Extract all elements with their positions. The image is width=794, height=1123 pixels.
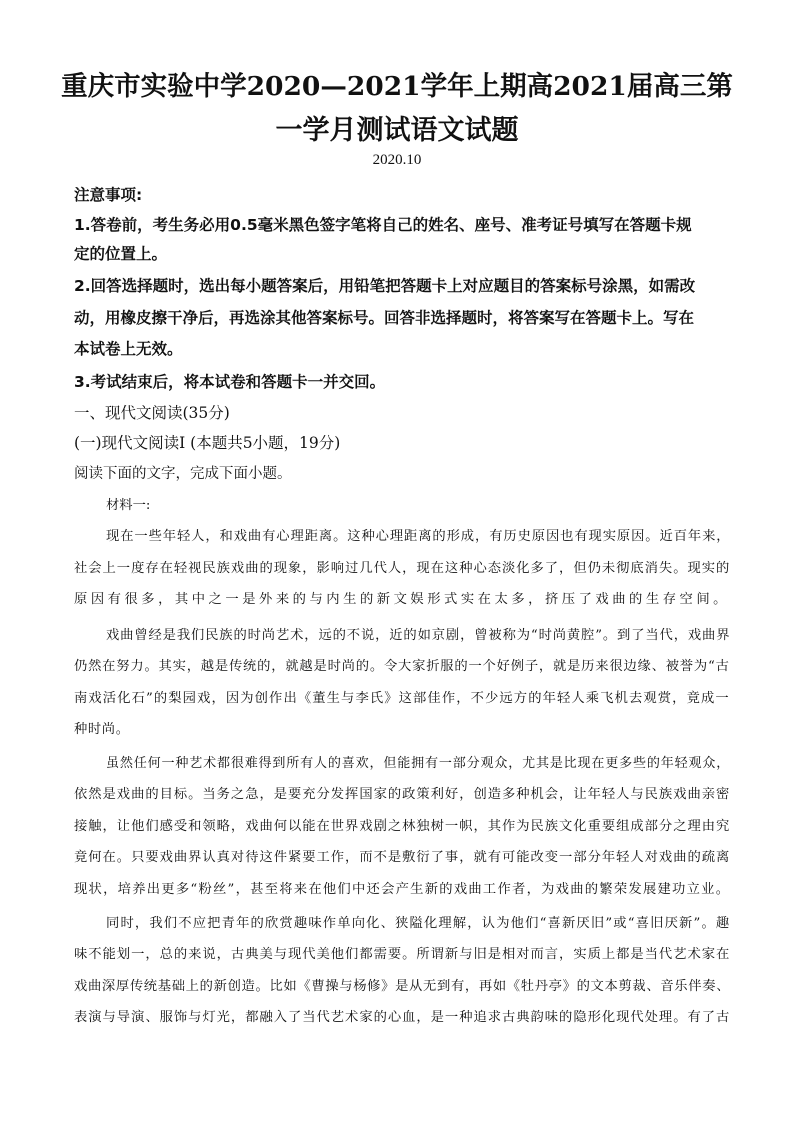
paragraph-line: 仍然在努力。其实，越是传统的，就越是时尚的。令大家折服的一个好例子，就是历来很边缘、被誉为“古 (74, 659, 730, 674)
paragraph-line: 接触，让他们感受和领略，戏曲何以能在世界戏剧之林独树一帜，其作为民族文化重要组成部分之理由究 (74, 819, 731, 834)
reading-instruction: 阅读下面的文字，完成下面小题。 (74, 466, 292, 482)
notice-line: 定的位置上。 (74, 245, 168, 263)
paragraph-line: 现状，培养出更多“粉丝”，甚至将来在他们中还会产生新的戏曲工作者，为戏曲的繁荣发展建功立业。 (74, 882, 731, 897)
notice-heading: 注意事项: (74, 186, 143, 204)
notice-line: 动，用橡皮擦干净后，再选涂其他答案标号。回答非选择题时，将答案写在答题卡上。写在 (74, 309, 695, 327)
notice-line: 1.答卷前，考生务必用0.5毫米黑色签字笔将自己的姓名、座号、准考证号填写在答题卡规 (74, 216, 692, 234)
notice-line: 2.回答选择题时，选出每小题答案后，用铅笔把答题卡上对应题目的答案标号涂黑，如需改 (74, 277, 696, 295)
section-heading: 一、现代文阅读(35分) (74, 404, 230, 422)
paragraph-line: 表演与导演、服饰与灯光，都融入了当代艺术家的心血，是一种追求古典韵味的隐形化现代处理。有了古 (74, 1010, 731, 1025)
paragraph-line: 同时，我们不应把青年的欣赏趣味作单向化、狭隘化理解，认为他们“喜新厌旧”或“喜旧厌新”。趣 (106, 916, 731, 931)
paragraph-line: 现在一些年轻人，和戏曲有心理距离。这种心理距离的形成，有历史原因也有现实原因。近百年来， (106, 529, 731, 544)
subsection-heading: (一)现代文阅读Ⅰ (本题共5小题，19分) (74, 434, 341, 452)
paragraph-line: 竟何在。只要戏曲界认真对待这件紧要工作，而不是敷衍了事，就有可能改变一部分年轻人对戏曲的疏离 (74, 850, 731, 865)
exam-title-line-2: 一学月测试语文试题 (275, 115, 519, 146)
paragraph-line: 依然是戏曲的目标。当务之急，是要充分发挥国家的政策利好，创造多种机会，让年轻人与民族戏曲亲密 (74, 787, 731, 802)
exam-date: 2020.10 (372, 152, 422, 168)
notice-line: 3.考试结束后，将本试卷和答题卡一并交回。 (74, 373, 386, 391)
notice-line: 本试卷上无效。 (74, 340, 183, 358)
paragraph-line: 味不能划一，总的来说，古典美与现代美他们都需要。所谓新与旧是相对而言，实质上都是当代艺术家在 (74, 947, 731, 962)
paragraph-line: 南戏活化石”的梨园戏，因为创作出《董生与李氏》这部佳作，不少远方的年轻人乘飞机去观赏，竟成一 (74, 691, 730, 706)
paragraph-line: 社会上一度存在轻视民族戏曲的现象，影响过几代人，现在这种心态淡化多了，但仍未彻底消失。现实的 (74, 561, 731, 576)
paragraph-line: 虽然任何一种艺术都很难得到所有人的喜欢，但能拥有一部分观众，尤其是比现在更多些的年轻观众， (106, 756, 731, 771)
paragraph-line: 原因有很多，其中之一是外来的与内生的新文娱形式实在太多，挤压了戏曲的生存空间。 (74, 592, 730, 607)
material-label: 材料一: (106, 498, 151, 513)
paragraph-line: 种时尚。 (74, 722, 130, 737)
paragraph-line: 戏曲曾经是我们民族的时尚艺术，远的不说，近的如京剧，曾被称为“时尚黄腔”。到了当代，戏曲界 (106, 628, 731, 643)
paragraph-line: 戏曲深厚传统基础上的新创造。比如《曹操与杨修》是从无到有，再如《牡丹亭》的文本剪裁、音乐伴奏、 (74, 979, 731, 994)
exam-title-line-1: 重庆市实验中学2020—2021学年上期高2021届高三第 (61, 71, 733, 102)
